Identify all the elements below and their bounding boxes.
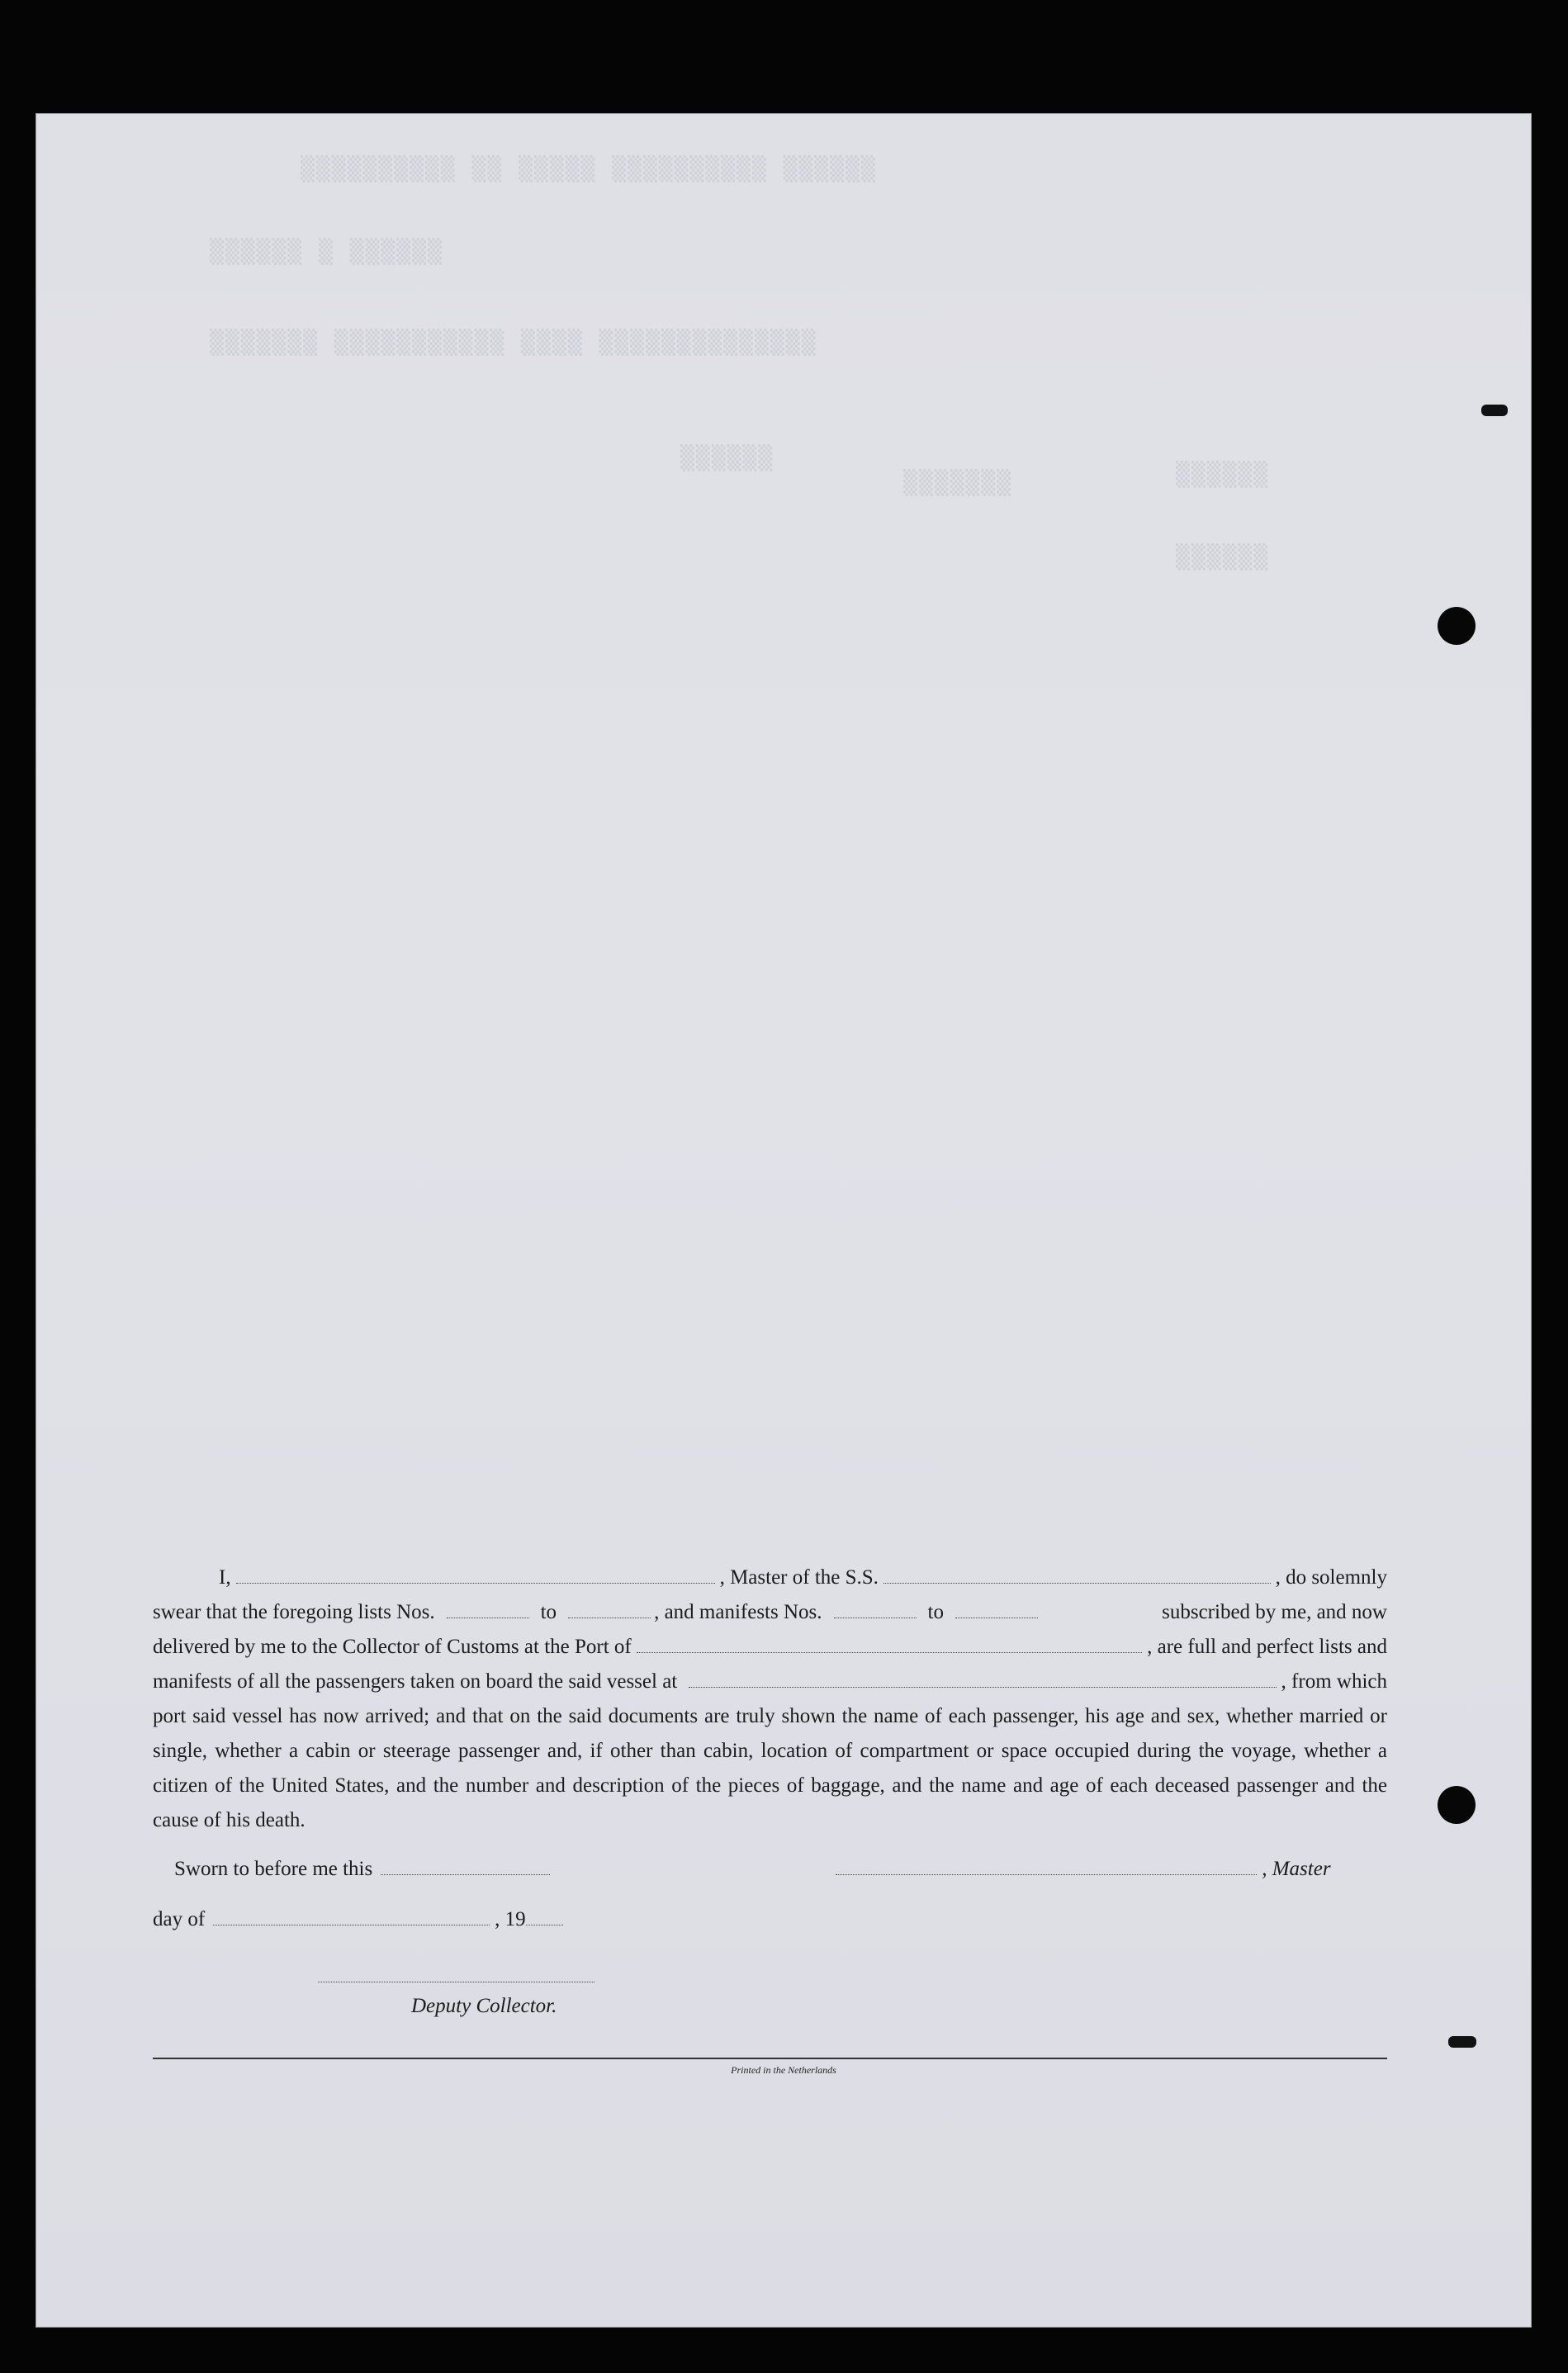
printed-in-note: Printed in the Netherlands <box>731 2064 836 2076</box>
bleed-through-text: ▒▒▒▒▒▒▒ <box>903 469 1013 496</box>
manifests-from-blank[interactable] <box>834 1603 917 1618</box>
month-blank[interactable] <box>213 1910 490 1925</box>
sworn-row <box>153 1858 1387 1881</box>
year-prefix-label: , 19 <box>495 1908 526 1930</box>
manifests-all-label: manifests of all the passengers taken on board the said vessel at <box>153 1670 678 1693</box>
to-label: to <box>540 1601 557 1623</box>
vessel-name-blank[interactable] <box>883 1568 1271 1584</box>
bleed-through-text: ▒▒▒▒▒▒ <box>680 444 775 471</box>
to-label: to <box>927 1601 944 1623</box>
boarding-port-blank[interactable] <box>689 1672 1276 1688</box>
port-blank[interactable] <box>637 1637 1142 1653</box>
oath-paragraph <box>153 1561 1387 1838</box>
day-of-label: day of <box>153 1908 206 1930</box>
oath-body-text: port said vessel has now arrived; and that on the said documents are truly shown the name of each passenger, his age and sex, whether married or single, whether a cabin or steerage passenger and, if other than cabin, location of compartment or space occupied during the voyage, whether a citizen of the United States, and the number and description of the pieces of baggage, and the name and age of each deceased passenger and the cause of his death. <box>153 1705 1387 1831</box>
delivered-label: delivered by me to the Collector of Customs at the Port of <box>153 1636 632 1658</box>
do-solemnly-label: , do solemnly <box>1275 1566 1387 1589</box>
master-of-ss-label: , Master of the S.S. <box>719 1566 879 1589</box>
bottom-rule <box>153 2058 1387 2059</box>
lists-from-blank[interactable] <box>447 1603 529 1618</box>
bleed-through-text: ▒▒▒▒▒▒▒ ▒▒▒▒▒▒▒▒▒▒▒ ▒▒▒▒ ▒▒▒▒▒▒▒▒▒▒▒▒▒▒ <box>210 329 817 356</box>
master-name-blank[interactable] <box>236 1568 715 1584</box>
manifests-to-blank[interactable] <box>955 1603 1038 1618</box>
oath-line-2 <box>153 1595 1387 1630</box>
oath-line-1 <box>153 1561 1387 1595</box>
from-which-label: , from which <box>1281 1670 1387 1693</box>
year-blank[interactable] <box>526 1910 563 1925</box>
bleed-through-text: ▒▒▒▒▒▒ ▒ ▒▒▒▒▒▒ <box>210 238 443 265</box>
scan-mark <box>1448 2036 1476 2048</box>
punch-hole <box>1438 607 1476 645</box>
full-perfect-label: , are full and perfect lists and <box>1147 1636 1387 1658</box>
punch-hole <box>1438 1786 1476 1824</box>
master-label: , Master <box>1262 1858 1331 1880</box>
sworn-day-blank[interactable] <box>381 1859 550 1875</box>
subscribed-label: subscribed by me, and now <box>1162 1601 1387 1623</box>
bleed-through-text: ▒▒▒▒▒▒▒▒▒▒ ▒▒ ▒▒▒▒▒ ▒▒▒▒▒▒▒▒▒▒ ▒▒▒▒▒▒ <box>301 155 877 182</box>
oath-line-4 <box>153 1665 1387 1699</box>
document-sheet <box>36 114 1531 2327</box>
lists-to-blank[interactable] <box>568 1603 651 1618</box>
bleed-through-text: ▒▒▒▒▒▒ <box>1176 461 1270 488</box>
swear-lists-label: swear that the foregoing lists Nos. <box>153 1601 435 1623</box>
and-manifests-label: , and manifests Nos. <box>654 1601 822 1623</box>
sworn-label: Sworn to before me this <box>174 1858 373 1880</box>
deputy-collector-label: Deputy Collector. <box>411 1995 557 2017</box>
scan-mark <box>1481 405 1508 416</box>
bleed-through-text: ▒▒▒▒▒▒ <box>1176 543 1270 571</box>
master-signature-blank[interactable] <box>836 1859 1257 1875</box>
i-label: I, <box>219 1566 231 1589</box>
oath-line-3 <box>153 1630 1387 1665</box>
day-of-row <box>153 1908 1387 1931</box>
